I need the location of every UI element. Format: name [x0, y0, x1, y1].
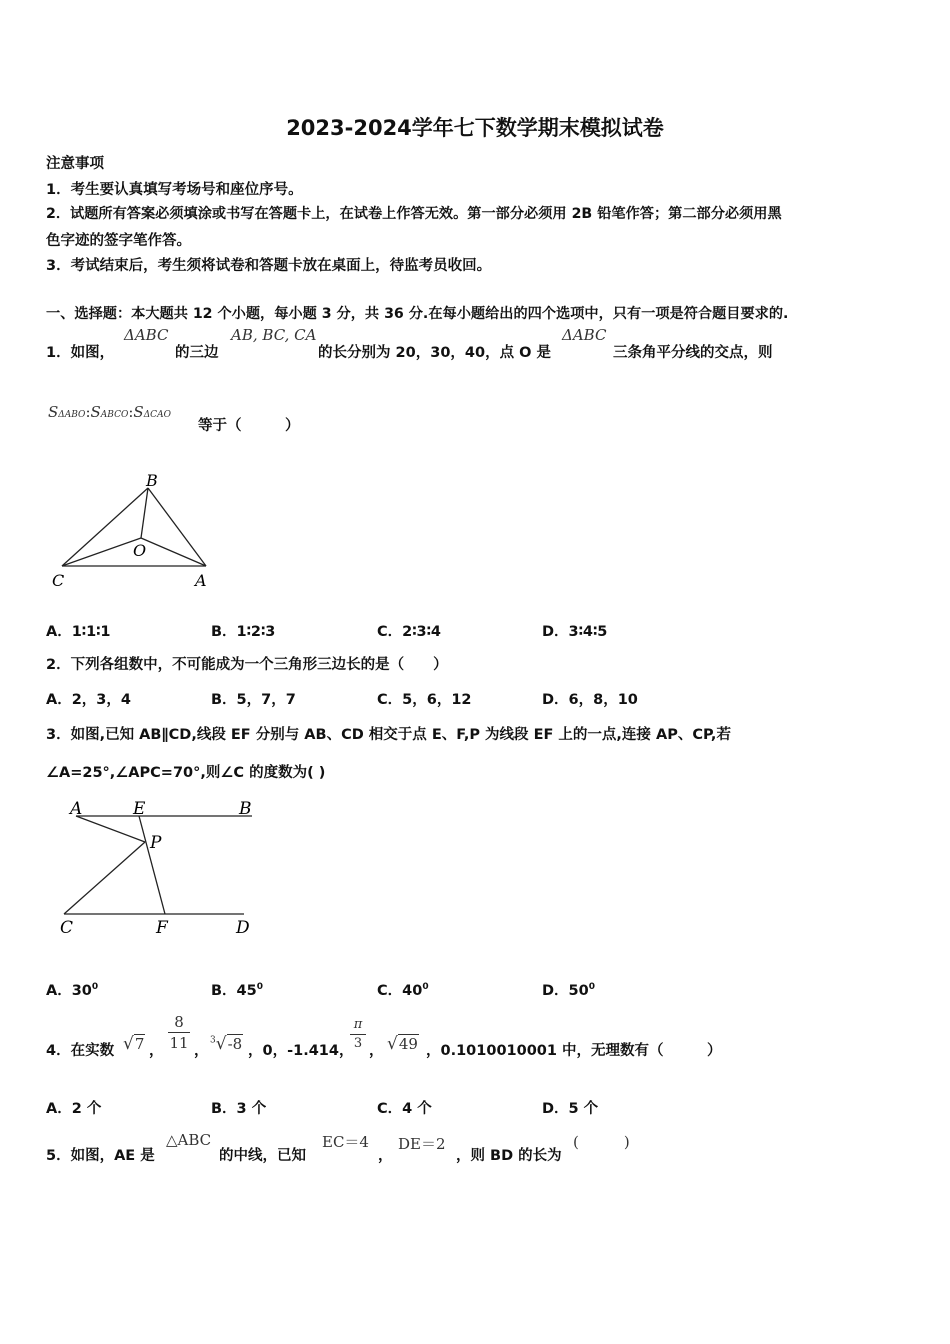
- q3-label-c: C: [60, 918, 74, 938]
- q3-option-a: A．$30^0$: [46, 982, 99, 999]
- q1-label-b: B: [146, 471, 158, 490]
- q3-parallel-figure: [44, 790, 274, 946]
- notice-item-2: 2．试题所有答案必须填涂或书写在答题卡上，在试卷上作答无效。第一部分必须用 2B 铅笔作答；第二部分必须用黑: [46, 206, 782, 222]
- q3-text-1: 3．如图,已知 AB∥CD,线段 EF 分别与 AB、CD 相交于点 E、F,P 为线段 EF 上的一点,连接 AP、CP,若: [46, 727, 731, 743]
- q4-option-d: D．5 个: [542, 1101, 599, 1117]
- q4-option-a: A．2 个: [46, 1101, 102, 1117]
- q5-text-3: ，则 BD 的长为: [456, 1148, 562, 1164]
- q4-text-2: ，0.1010010001 中，无理数有（ ）: [426, 1043, 722, 1059]
- q3-option-b: B．$45^0$: [211, 982, 263, 999]
- q4-text-mid: ，0，-1.414，: [248, 1043, 354, 1059]
- q5-text-2: 的中线，已知: [219, 1148, 306, 1164]
- q5-comma: ，: [378, 1148, 393, 1164]
- q1-triangle-figure: [44, 466, 224, 594]
- q1-text-4: 三条角平分线的交点，则: [613, 345, 773, 361]
- notice-heading: 注意事项: [46, 156, 104, 172]
- q1-option-c: C．2∶3∶4: [377, 624, 441, 640]
- q3-label-p: P: [150, 833, 162, 853]
- q4-comma-2: ，: [194, 1043, 209, 1059]
- q3-option-d: D．$50^0$: [542, 982, 595, 999]
- q2-text: 2．下列各组数中，不可能成为一个三角形三边长的是（ ）: [46, 657, 448, 673]
- q5-math-de: DE＝2: [398, 1135, 446, 1153]
- q4-fraction-8-11: 8 11: [169, 1013, 189, 1052]
- q4-sqrt-7: √7: [123, 1034, 145, 1054]
- q1-label-a: A: [195, 571, 207, 590]
- q3-text-2: ∠A=25°,∠APC=70°,则∠C 的度数为( ): [46, 765, 326, 781]
- q3-label-f: F: [156, 918, 168, 938]
- q3-label-e: E: [133, 799, 146, 819]
- q1-math-triangle: ΔABC: [124, 326, 169, 344]
- q1-area-ratio: SΔABO:SABCO:SΔCAO: [48, 403, 171, 421]
- q3-label-d: D: [236, 918, 250, 938]
- q2-option-c: C．5，6，12: [377, 692, 472, 708]
- q4-fraction-pi-3: π 3: [350, 1016, 366, 1053]
- q1-option-d: D．3∶4∶5: [542, 624, 608, 640]
- q3-label-b: B: [239, 799, 252, 819]
- q2-option-b: B．5，7，7: [211, 692, 296, 708]
- q1-text-5: 等于（ ）: [198, 418, 300, 434]
- notice-item-3: 3．考试结束后，考生须将试卷和答题卡放在桌面上，待监考员收回。: [46, 258, 492, 274]
- q1-text-2: 的三边: [175, 345, 219, 361]
- q1-math-triangle-2: ΔABC: [562, 326, 607, 344]
- q5-text-1: 5．如图，AE 是: [46, 1148, 155, 1164]
- q3-label-a: A: [70, 799, 83, 819]
- q1-label-c: C: [52, 571, 65, 590]
- q4-sqrt-49: √49: [387, 1034, 418, 1054]
- section-heading: 一、选择题：本大题共 12 个小题，每小题 3 分，共 36 分.在每小题给出的四个选项中，只有一项是符合题目要求的.: [46, 306, 789, 322]
- q4-cbrt-minus-8: $^3$√-8: [210, 1034, 243, 1054]
- q1-label-o: O: [133, 541, 147, 560]
- q4-option-c: C．4 个: [377, 1101, 432, 1117]
- q1-math-sides: AB, BC, CA: [231, 326, 317, 344]
- q1-option-b: B．1∶2∶3: [211, 624, 276, 640]
- q4-text-1: 4．在实数: [46, 1043, 115, 1059]
- notice-item-2-cont: 色字迹的签字笔作答。: [46, 233, 191, 249]
- q5-paren: ( ): [573, 1133, 630, 1151]
- q1-text-1: 1．如图，: [46, 345, 115, 361]
- q4-option-b: B．3 个: [211, 1101, 267, 1117]
- q4-comma-3: ，: [369, 1043, 384, 1059]
- q3-option-c: C．$40^0$: [377, 982, 429, 999]
- notice-item-1: 1．考生要认真填写考场号和座位序号。: [46, 182, 303, 198]
- q2-option-d: D．6，8，10: [542, 692, 638, 708]
- page-title: 2023-2024学年七下数学期末模拟试卷: [286, 116, 664, 140]
- q4-comma-1: ，: [149, 1043, 164, 1059]
- q1-option-a: A．1∶1∶1: [46, 624, 111, 640]
- q5-math-ec: EC＝4: [322, 1133, 369, 1151]
- q1-text-3: 的长分别为 20，30，40，点 O 是: [318, 345, 552, 361]
- q5-math-triangle: △ABC: [166, 1131, 212, 1149]
- q2-option-a: A．2，3，4: [46, 692, 131, 708]
